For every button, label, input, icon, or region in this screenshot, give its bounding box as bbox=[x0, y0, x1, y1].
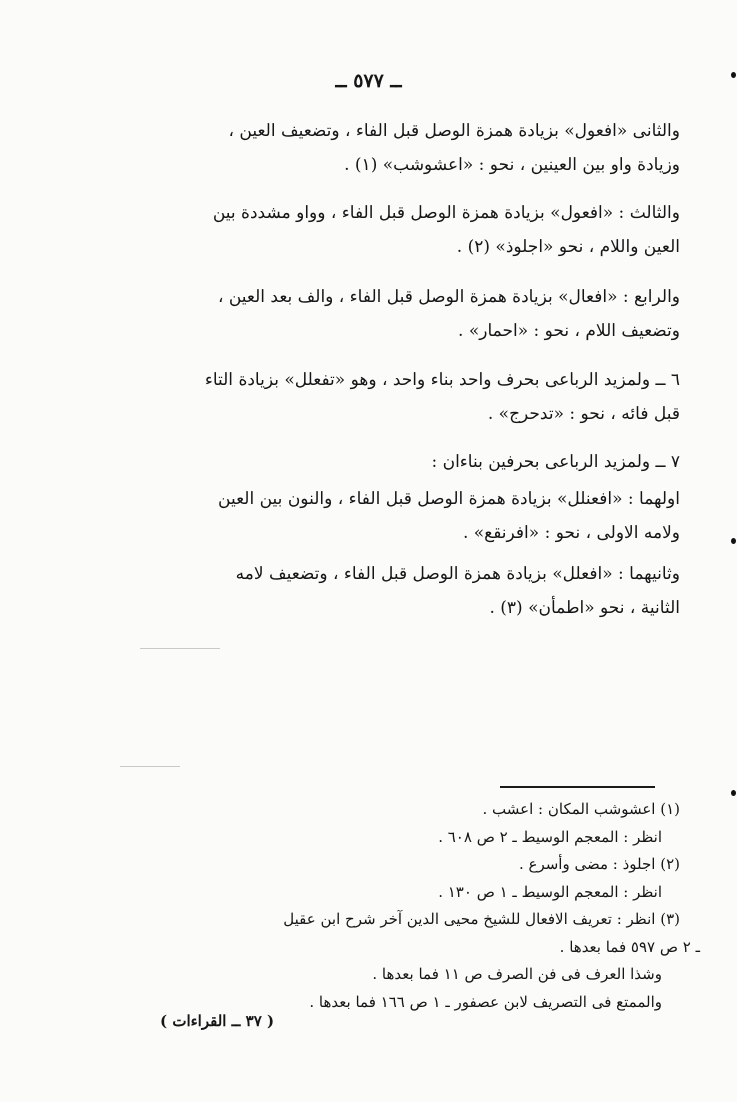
footnote-line: انظر : المعجم الوسيط ـ ٢ ص ٦٠٨ . bbox=[438, 827, 662, 846]
footnote-line: والممتع فى التصريف لابن عصفور ـ ١ ص ١٦٦ فما بعدها . bbox=[309, 992, 662, 1011]
footnotes bbox=[120, 796, 700, 1016]
paragraph-item-6 bbox=[60, 363, 680, 431]
footnote-line: وشذا العرف فى فن الصرف ص ١١ فما بعدها . bbox=[372, 965, 662, 983]
paragraph-fourth-form bbox=[60, 280, 680, 348]
paragraph-line: وزيادة واو بين العينين ، نحو : «اعشوشب» (١) . bbox=[344, 155, 680, 175]
footnote-line: (١) اعشوشب المكان : اعشب . bbox=[482, 800, 680, 818]
scan-speck bbox=[140, 648, 220, 649]
paragraph-first-of-two bbox=[60, 482, 680, 550]
paragraph-third-form bbox=[60, 196, 680, 264]
signature-mark: ( ٣٧ ــ القراءات ) bbox=[160, 1012, 275, 1030]
paragraph-line: والرابع : «افعال» بزيادة همزة الوصل قبل الفاء ، والف بعد العين ، bbox=[217, 287, 680, 307]
paragraph-line: ولامه الاولى ، نحو : «افرنقع» . bbox=[462, 523, 680, 543]
paragraph-second-of-two bbox=[60, 557, 680, 625]
paragraph-line: العين واللام ، نحو «اجلوذ» (٢) . bbox=[456, 237, 680, 257]
paragraph-item-7 bbox=[60, 445, 680, 479]
footnote-divider bbox=[500, 786, 655, 788]
paragraph-line: والثانى «افعول» بزيادة همزة الوصل قبل الفاء ، وتضعيف العين ، bbox=[228, 121, 680, 141]
scan-speck bbox=[120, 766, 180, 767]
paragraph-line: الثانية ، نحو «اطمأن» (٣) . bbox=[489, 598, 680, 618]
footnote-line: (٢) اجلوذ : مضى وأسرع . bbox=[518, 855, 680, 873]
paragraph-line: وتضعيف اللام ، نحو : «احمار» . bbox=[458, 321, 680, 341]
footnote-line: انظر : المعجم الوسيط ـ ١ ص ١٣٠ . bbox=[438, 882, 662, 901]
scan-speck bbox=[731, 72, 736, 78]
paragraph-line: والثالث : «افعول» بزيادة همزة الوصل قبل الفاء ، وواو مشددة بين bbox=[212, 203, 680, 223]
paragraph-line: وثانيهما : «افعلل» بزيادة همزة الوصل قبل الفاء ، وتضعيف لامه bbox=[235, 564, 680, 584]
scan-speck bbox=[731, 538, 736, 544]
paragraph-line: ٧ ــ ولمزيد الرباعى بحرفين بناءان : bbox=[431, 452, 680, 472]
paragraph-line: قبل فائه ، نحو : «تدحرج» . bbox=[487, 404, 680, 424]
page-number: ــ ٥٧٧ ــ bbox=[335, 70, 402, 92]
paragraph-line: اولهما : «افعنلل» بزيادة همزة الوصل قبل الفاء ، والنون بين العين bbox=[218, 489, 680, 509]
footnote-line: (٣) انظر : تعريف الافعال للشيخ محيى الدين آخر شرح ابن عقيل bbox=[283, 910, 680, 928]
paragraph-line: ٦ ــ ولمزيد الرباعى بحرف واحد بناء واحد ، وهو «تفعلل» بزيادة التاء bbox=[204, 370, 680, 390]
scan-speck bbox=[731, 790, 736, 796]
footnote-line: ـ ٢ ص ٥٩٧ فما بعدها . bbox=[559, 937, 700, 956]
paragraph-second-form bbox=[60, 114, 680, 182]
